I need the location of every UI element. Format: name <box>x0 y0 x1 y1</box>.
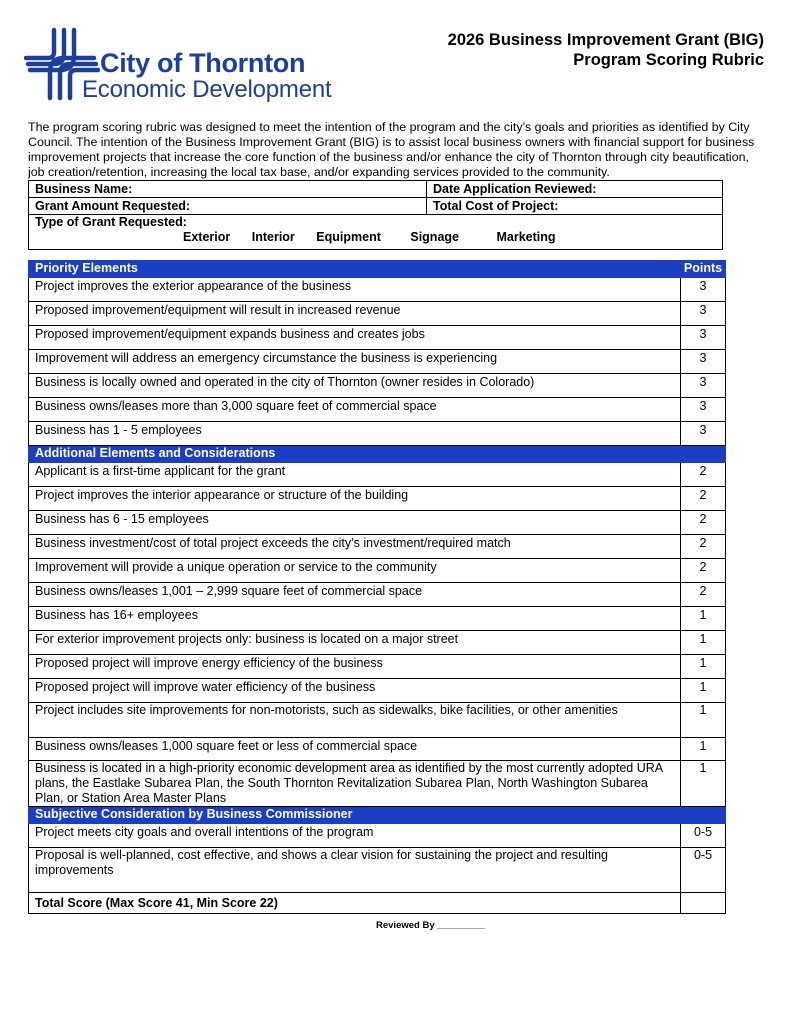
application-info-table <box>28 180 723 250</box>
rubric-row <box>29 374 726 398</box>
logo-city-name: City of Thornton <box>100 48 306 78</box>
title-line-2: Program Scoring Rubric <box>573 51 764 69</box>
rubric-row <box>29 631 726 655</box>
business-name-field[interactable]: Business Name: <box>29 181 427 198</box>
grant-type-equipment[interactable]: Equipment <box>316 230 381 244</box>
criterion-points: 3 <box>681 278 726 302</box>
date-reviewed-field[interactable]: Date Application Reviewed: <box>427 181 723 198</box>
additional-header-row <box>29 446 726 463</box>
rubric-row <box>29 463 726 487</box>
rubric-row <box>29 679 726 703</box>
criterion-text: Applicant is a first-time applicant for the grant <box>29 463 681 487</box>
logo-department: Economic Development <box>82 76 332 103</box>
criterion-text: Business investment/cost of total project exceeds the city’s investment/required match <box>29 535 681 559</box>
grant-type-interior[interactable]: Interior <box>251 230 295 244</box>
criterion-text: Proposed improvement/equipment expands business and creates jobs <box>29 326 681 350</box>
criterion-points: 2 <box>681 463 726 487</box>
reviewed-by-line[interactable]: Reviewed By _________ <box>376 920 485 931</box>
criterion-text: Project meets city goals and overall intentions of the program <box>29 824 681 848</box>
rubric-row <box>29 326 726 350</box>
criterion-text: Business has 6 - 15 employees <box>29 511 681 535</box>
criterion-points: 2 <box>681 511 726 535</box>
criterion-text: Business has 1 - 5 employees <box>29 422 681 446</box>
city-logo <box>24 24 344 104</box>
rubric-row <box>29 848 726 893</box>
rubric-row <box>29 583 726 607</box>
rubric-row <box>29 703 726 738</box>
criterion-text: Business owns/leases 1,001 – 2,999 square feet of commercial space <box>29 583 681 607</box>
criterion-points: 3 <box>681 398 726 422</box>
grant-type-marketing[interactable]: Marketing <box>496 230 556 244</box>
criterion-points: 1 <box>681 738 726 761</box>
rubric-row <box>29 559 726 583</box>
criterion-text: Business owns/leases 1,000 square feet or less of commercial space <box>29 738 681 761</box>
document-title <box>448 30 764 70</box>
criterion-text: Business owns/leases more than 3,000 square feet of commercial space <box>29 398 681 422</box>
total-cost-field[interactable]: Total Cost of Project: <box>427 198 723 215</box>
scoring-rubric-table <box>28 260 726 914</box>
rubric-row <box>29 738 726 761</box>
criterion-text: Improvement will address an emergency circumstance the business is experiencing <box>29 350 681 374</box>
rubric-row <box>29 535 726 559</box>
rubric-row <box>29 278 726 302</box>
priority-header-row <box>29 261 726 278</box>
intro-paragraph: The program scoring rubric was designed to meet the intention of the program and the city’s goals and priorities as identified by City Council. The intention of the Business Improvement Grant (BIG) is to assist local business owners with financial support for business improvement projects that increase the core function of the business and/or enhance the city of Thornton through city beautification, job creation/retention, increasing the local tax base, and/or expanding services provided to the community. <box>28 120 755 179</box>
criterion-points: 1 <box>681 679 726 703</box>
criterion-points: 2 <box>681 583 726 607</box>
rubric-row <box>29 487 726 511</box>
total-score-row <box>29 893 726 914</box>
criterion-points: 1 <box>681 703 726 738</box>
criterion-text: Proposal is well-planned, cost effective, and shows a clear vision for sustaining the project and resulting improvements <box>29 848 681 893</box>
criterion-text: Project improves the exterior appearance of the business <box>29 278 681 302</box>
rubric-row <box>29 761 726 807</box>
rubric-row <box>29 511 726 535</box>
criterion-text: Project improves the interior appearance or structure of the building <box>29 487 681 511</box>
grant-type-options <box>35 230 716 245</box>
criterion-points: 2 <box>681 487 726 511</box>
criterion-points: 2 <box>681 559 726 583</box>
criterion-points: 1 <box>681 631 726 655</box>
criterion-text: Proposed project will improve energy efficiency of the business <box>29 655 681 679</box>
criterion-points: 3 <box>681 326 726 350</box>
rubric-row <box>29 302 726 326</box>
criterion-text: Business is located in a high-priority economic development area as identified by the most currently adopted URA plans, the Eastlake Subarea Plan, the South Thornton Revitalization Subarea Plan, North Washington Subarea Plan, or Station Area Master Plans <box>29 761 681 807</box>
total-score-value[interactable] <box>681 893 726 914</box>
rubric-row <box>29 398 726 422</box>
criterion-text: Proposed improvement/equipment will result in increased revenue <box>29 302 681 326</box>
subjective-heading: Subjective Consideration by Business Commissioner <box>29 807 681 824</box>
criterion-text: Business is locally owned and operated in the city of Thornton (owner resides in Colorado) <box>29 374 681 398</box>
criterion-points: 3 <box>681 374 726 398</box>
criterion-points: 0-5 <box>681 848 726 893</box>
criterion-points: 3 <box>681 422 726 446</box>
criterion-points: 3 <box>681 350 726 374</box>
grant-type-exterior[interactable]: Exterior <box>183 230 231 244</box>
criterion-text: Business has 16+ employees <box>29 607 681 631</box>
rubric-row <box>29 607 726 631</box>
points-heading: Points <box>681 261 726 278</box>
grant-type-label: Type of Grant Requested: <box>35 215 187 229</box>
title-line-1: 2026 Business Improvement Grant (BIG) <box>447 31 764 49</box>
rubric-row <box>29 655 726 679</box>
criterion-points: 1 <box>681 655 726 679</box>
criterion-points: 2 <box>681 535 726 559</box>
criterion-points: 3 <box>681 302 726 326</box>
criterion-text: Improvement will provide a unique operation or service to the community <box>29 559 681 583</box>
criterion-points: 1 <box>681 761 726 807</box>
total-score-label: Total Score (Max Score 41, Min Score 22) <box>29 893 681 914</box>
criterion-text: Proposed project will improve water efficiency of the business <box>29 679 681 703</box>
rubric-row <box>29 350 726 374</box>
grant-type-signage[interactable]: Signage <box>410 230 459 244</box>
rubric-row <box>29 422 726 446</box>
additional-elements-heading: Additional Elements and Considerations <box>29 446 681 463</box>
rubric-row <box>29 824 726 848</box>
grant-type-field[interactable] <box>29 215 723 250</box>
priority-elements-heading: Priority Elements <box>29 261 681 278</box>
criterion-points: 0-5 <box>681 824 726 848</box>
criterion-text: For exterior improvement projects only: business is located on a major street <box>29 631 681 655</box>
grant-amount-field[interactable]: Grant Amount Requested: <box>29 198 427 215</box>
criterion-text: Project includes site improvements for non-motorists, such as sidewalks, bike facilities, or other amenities <box>29 703 681 738</box>
criterion-points: 1 <box>681 607 726 631</box>
subjective-header-row <box>29 807 726 824</box>
